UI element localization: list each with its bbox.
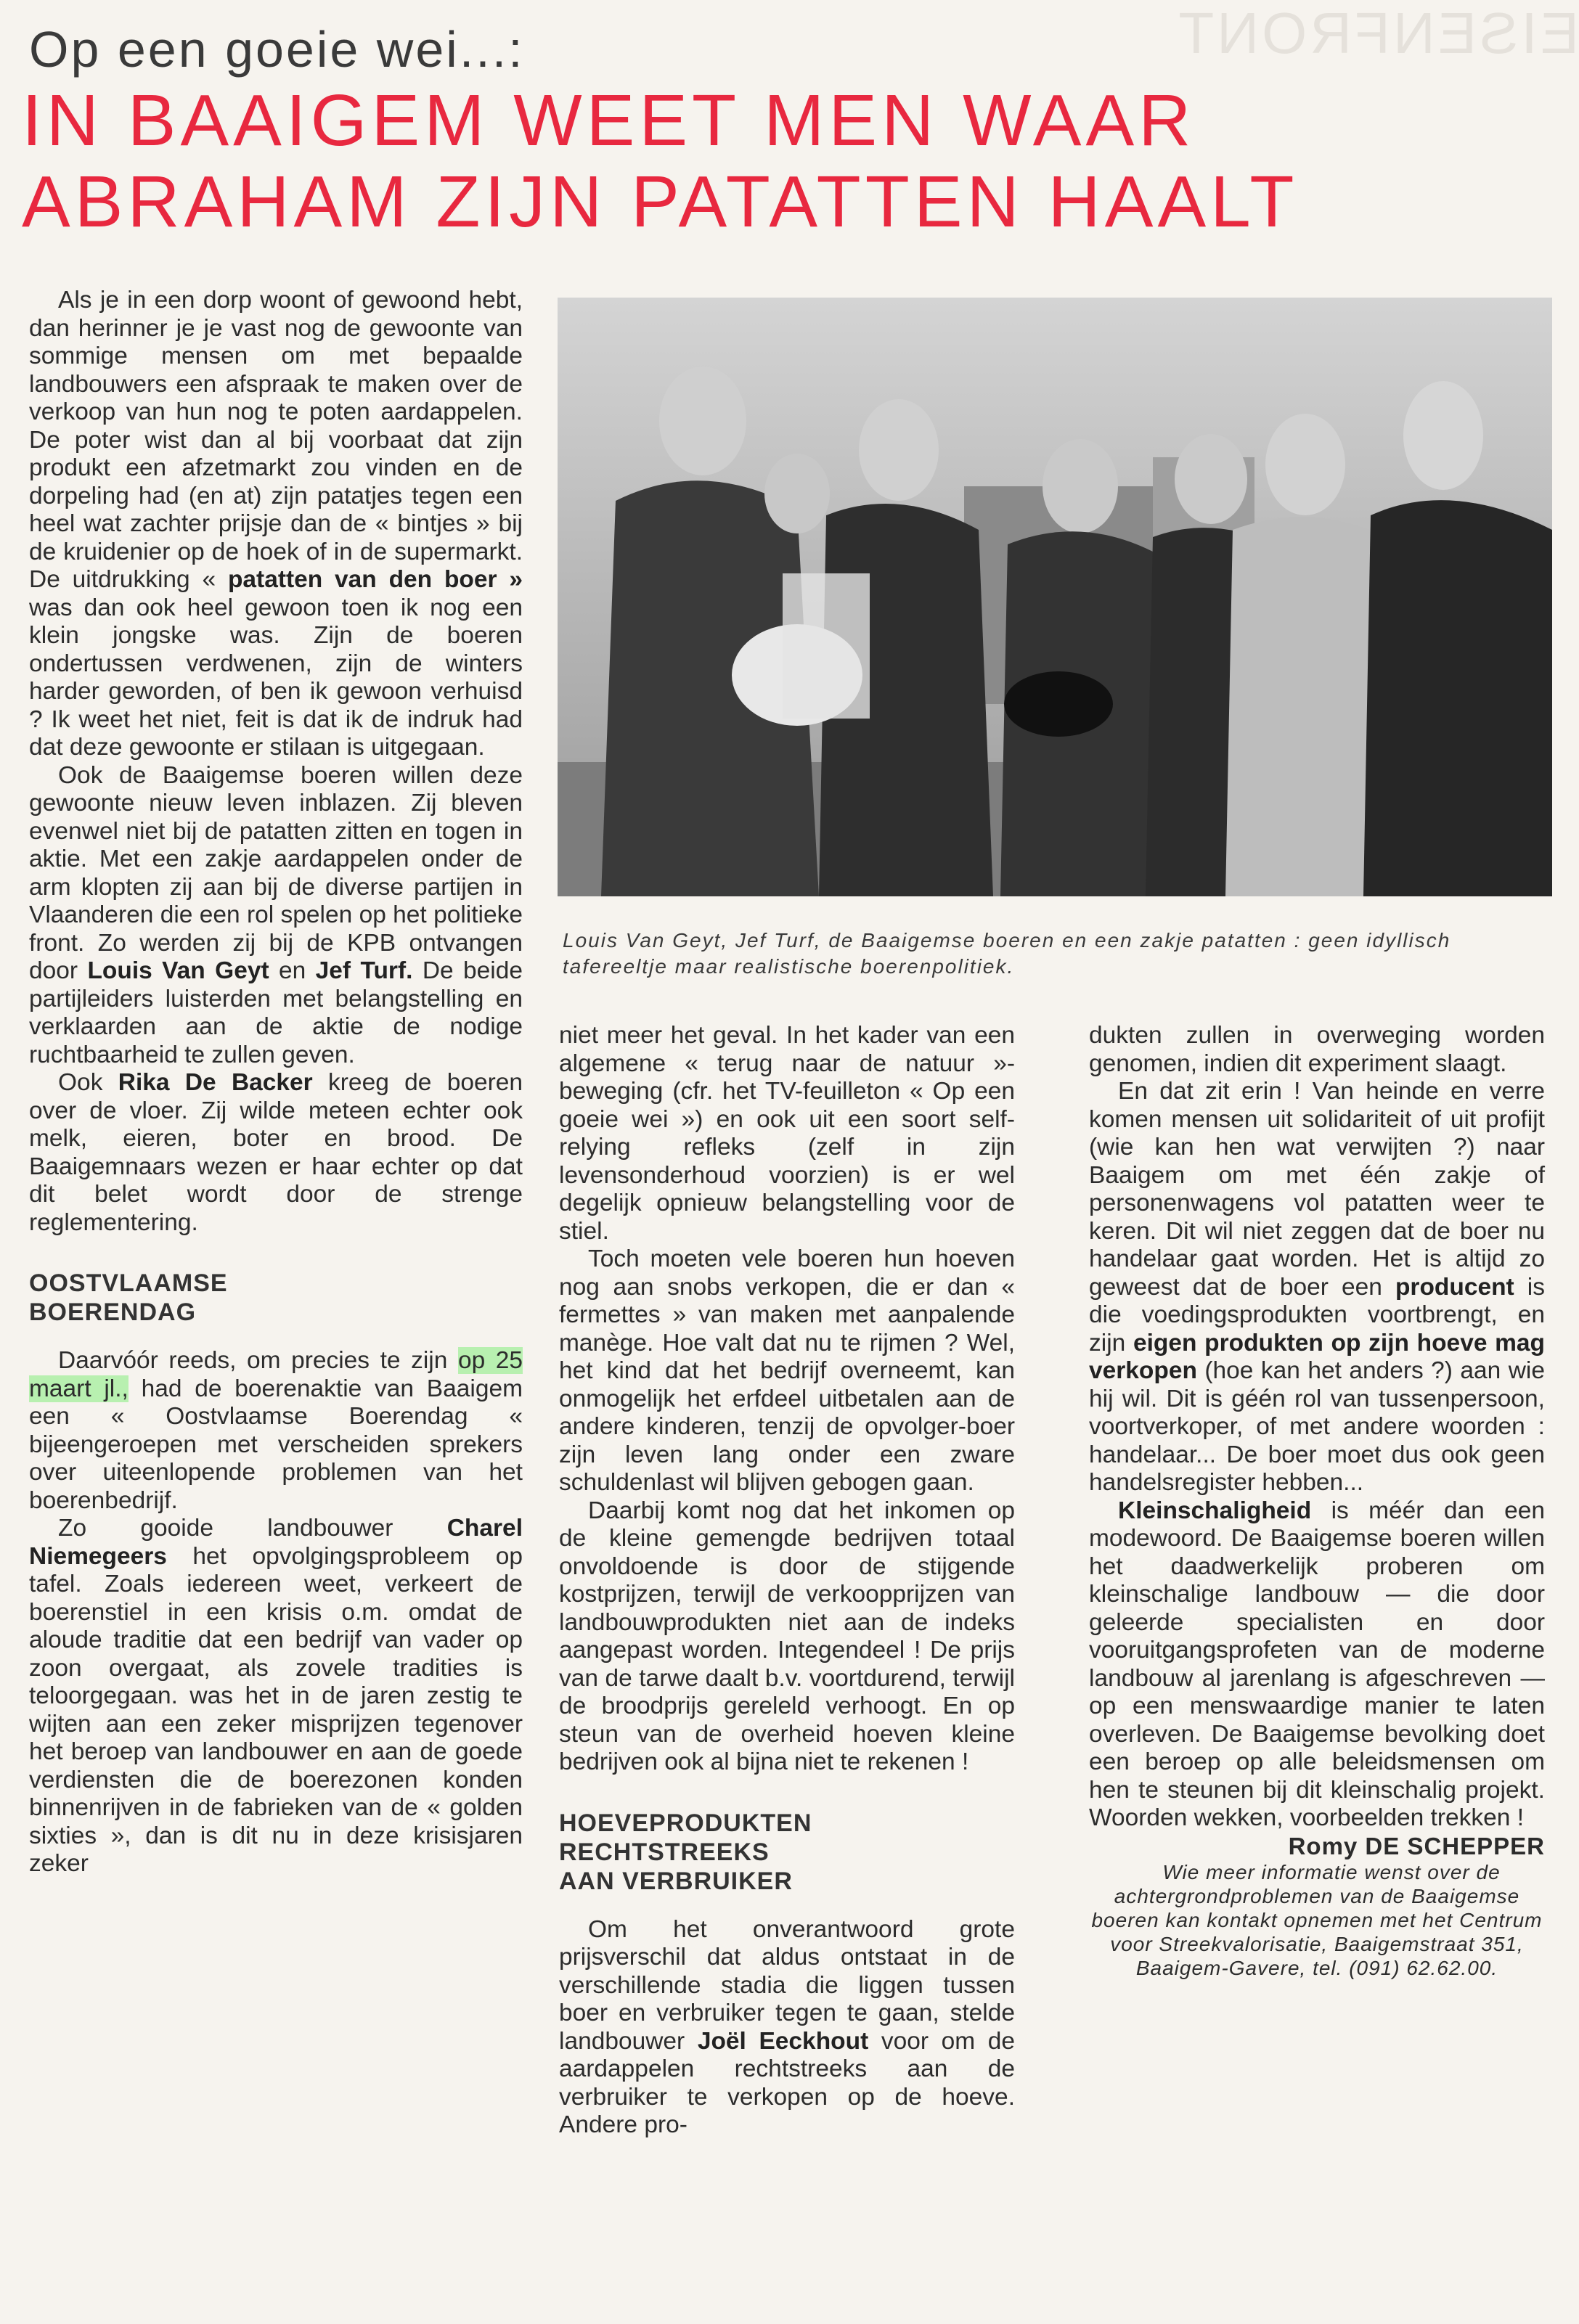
paragraph: Om het onverantwoord grote prijsverschil dat aldus ontstaat in de verschillende stadia die liggen tussen boer en verbruiker tegen te gaan, stelde landbouwer Joël Eeckhout voor om de aardappelen rechtstreeks aan de verbruiker te verkopen op de hoeve. Andere pro- [559,1915,1016,2138]
bold-name: Charel Niemegeers [29,1515,523,1570]
paragraph: Daarvóór reeds, om precies te zijn op 25 maart jl., had de boerenaktie van Baaigem een « Oostvlaamse Boerendag « bijeengeroepen met verscheiden sprekers over uiteenlopende problemen van het boerenbedrijf. [29,1347,523,1514]
paragraph: Toch moeten vele boeren hun hoeven nog aan snobs verkopen, die er dan « fermettes » van maken met aanpalende manège. Hoe valt dat nu te rijmen ? Wel, het kind dat het bedrijf overneemt, kan onmogelijk het erfdeel uitbetalen aan de andere kinderen, tenzij de opvolger-boer zijn leven lang onder een zware schuldenlast wil blijven gebogen gaan. [559,1245,1015,1496]
headline: IN BAAIGEM WEET MEN WAAR ABRAHAM ZIJN PATATTEN HAALT [22,80,1299,242]
bold-name: Rika De Backer [118,1069,313,1096]
paragraph: Ook de Baaigemse boeren willen deze gewoonte nieuw leven inblazen. Zij bleven evenwel niet bij de patatten zitten en togen in aktie. Met een zakje aardappelen onder de arm klopten zij aan bij de diverse partijen in Vlaanderen die een rol spelen op het politieke front. Zo werden zij bij de KPB ontvangen door Louis Van Geyt en Jef Turf. De beide partijleiders luisterden met belangstelling en verklaarden aan de aktie de nodige ruchtbaarheid te zullen geven. [29,761,523,1068]
bold-phrase: patatten van den boer » [227,566,523,593]
paragraph: Kleinschaligheid is méér dan een modewoord. De Baaigemse boeren willen het daadwerkelijk proberen om kleinschalige landbouw — die door geleerde specialisten en door vooruitgangsprofeten van de moderne landbouw al jarenlang is afgeschreven — op een menswaardige manier te laten overleven. De Baaigemse bevolking doet een beroep op alle beleidsmensen om hen te steunen bij dit kleinschalig projekt. Woorden wekken, voorbeelden trekken ! [1089,1497,1545,1831]
bold-phrase: producent [1395,1273,1514,1301]
kicker: Op een goeie wei...: [29,21,525,78]
bold-phrase: eigen produkten op zijn hoeve mag verkopen [1089,1329,1545,1384]
paragraph: En dat zit erin ! Van heinde en verre komen mensen uit solidariteit of uit profijt (wie kan hen wat verwijten ?) naar Baaigem om met één zakje of personenwagens vol patatten weer te keren. Dit wil niet zeggen dat de boer nu handelaar gaat worden. Het is altijd zo geweest dat de boer een producent is die voedingsprodukten voortbrengt, en zijn eigen produkten op zijn hoeve mag verkopen (hoe kan het anders ?) aan wie hij wil. Dit is géén rol van tussenpersoon, voortverkoper, of met andere woorden : handelaar... De boer moet dus ook geen handelsregister hebben... [1089,1078,1545,1496]
subheading-hoeveprodukten: HOEVEPRODUKTEN RECHTSTREEKS AAN VERBRUIKER [559,1809,812,1895]
paragraph: Als je in een dorp woont of gewoond hebt, dan herinner je je vast nog de gewoonte van sommige mensen om met bepaalde landbouwers een afspraak te maken over de verkoop van hun nog te poten aardappelen. De poter wist dan al bij voorbaat dat zijn produkt een afzetmarkt zou vinden en de dorpeling had (en at) zijn patatjes tegen een heel wat zachter prijsje dan de « bintjes » bij de kruidenier op de hoek of in de supermarkt. De uitdrukking « patatten van den boer » was dan ook heel gewoon toen ik nog een klein jongske was. Zijn de boeren ondertussen verdwenen, zijn de winters harder geworden, of ben ik gewoon verhuisd ? Ik weet het niet, feit is dat ik de indruk had dat deze gewoonte er stilaan is uitgegaan. [29,287,523,761]
photo-caption: Louis Van Geyt, Jef Turf, de Baaigemse boeren en een zakje patatten : geen idyllisch tafereeltje maar realistische boerenpolitiek. [563,929,1451,978]
highlighted-date: op 25 maart jl., [29,1347,523,1402]
author-byline: Romy DE SCHEPPER [1288,1832,1545,1859]
article-column-2 [559,1022,1015,2140]
bold-name: Jef Turf. [315,957,413,984]
article-photo [558,298,1552,896]
group-photo-illustration [558,298,1552,896]
paragraph: niet meer het geval. In het kader van een algemene « terug naar de natuur »-beweging (cfr. het TV-feuilleton « Op een goeie wei ») en ook uit een soort self-relying refleks (zelf in zijn levensonderhoud voorzien) is er wel degelijk opnieuw belangstelling voor de stiel. [559,1022,1015,1245]
paragraph: dukten zullen in overweging worden genomen, indien dit experiment slaagt. [1089,1022,1545,1077]
paragraph: Zo gooide landbouwer Charel Niemegeers het opvolgingsprobleem op tafel. Zoals iedereen weet, verkeert de boerenstiel in een krisis o.m. omdat de aloude traditie dat een bedrijf van vader op zoon overgaat, als zovele tradities is teloorgegaan. was het in de jaren zestig te wijten aan een zeker misprijzen tegenover het beroep van landbouwer en aan de goede verdiensten die de boerezonen konden binnenrijven in de fabrieken van de « golden sixties », dan is dit nu in deze krisisjaren zeker [29,1515,523,1877]
bleed-through-title: EISENFRONT [1175,1,1579,65]
info-note: Wie meer informatie wenst over de achtergrondproblemen van de Baaigemse boeren kan kontakt opnemen met het Centrum voor Streekvalorisatie, Baaigemstraat 351, Baaigem-Gavere, tel. (091) 62.62.00. [1091,1861,1543,1979]
subheading-oostvlaamse-boerendag: OOSTVLAAMSE BOERENDAG [29,1269,228,1326]
bold-phrase: Kleinschaligheid [1118,1497,1312,1524]
bold-name: Louis Van Geyt [87,957,269,984]
paragraph: Ook Rika De Backer kreeg de boeren over de vloer. Zij wilde meteen echter ook melk, eieren, boter en brood. De Baaigemnaars wezen er haar echter op dat dit belet wordt door de strenge reglementering. [29,1069,523,1236]
article-column-3 [1089,1022,1545,1980]
paragraph: Daarbij komt nog dat het inkomen op de kleine gemengde bedrijven totaal onvoldoende is door de stijgende kostprijzen, terwijl de verkoopprijzen van landbouwprodukten niet aan de indeks aangepast worden. Integendeel ! De prijs van de tarwe daalt b.v. voortdurend, terwijl de broodprijs gereleld verhoogt. En op steun van de overheid hoeven kleine bedrijven ook al bijna niet te rekenen ! [559,1497,1015,1775]
article-column-1 [29,287,523,1878]
bold-name: Joël Eeckhout [697,2027,869,2055]
